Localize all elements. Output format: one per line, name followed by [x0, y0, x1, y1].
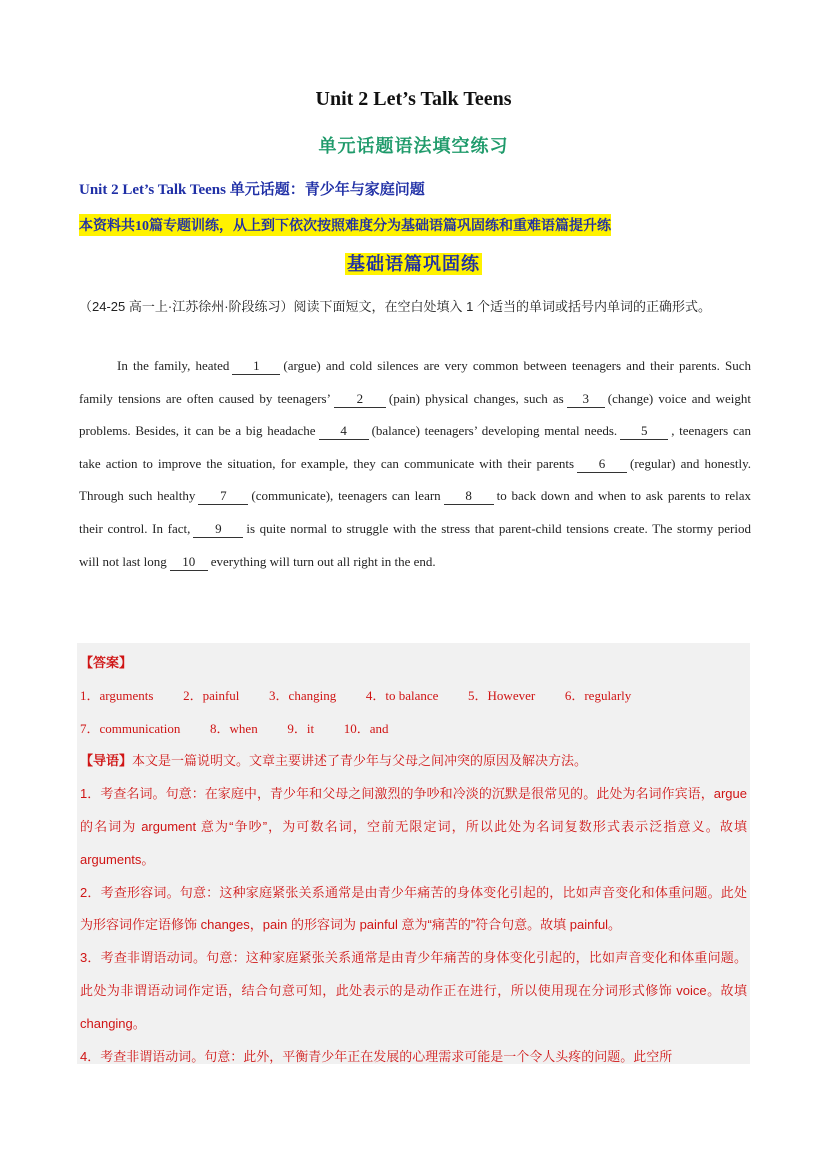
- passage-segment: (change) voice and weight problems. Besides, it can be a big headache: [79, 390, 752, 439]
- blank-9: 9: [193, 521, 243, 538]
- answer-word: communication: [99, 720, 181, 736]
- answer-word: However: [487, 687, 536, 703]
- blank-1: 1: [232, 358, 280, 375]
- answer-explanation-box: [77, 643, 750, 1064]
- blank-3: 3: [567, 391, 605, 408]
- unit-topic-line: Unit 2 Let’s Talk Teens 单元话题：青少年与家庭问题: [79, 182, 425, 198]
- answer-item: [344, 713, 389, 746]
- blank-2: 2: [334, 391, 386, 408]
- answer-word: regularly: [584, 687, 632, 703]
- passage-segment: (balance) teenagers’ developing mental needs.: [371, 423, 618, 439]
- document-title: Unit 2 Let’s Talk Teens: [315, 88, 512, 110]
- answer-row-2: [80, 713, 747, 746]
- answer-word: it: [306, 720, 315, 736]
- passage-segment: is quite normal to struggle with the stress that parent-child tensions create. The stormy period will not last long: [79, 520, 751, 569]
- answer-item: [80, 713, 180, 746]
- answer-item: [210, 713, 258, 746]
- answer-number: 2．: [183, 687, 203, 703]
- answer-label: 【答案】: [80, 655, 133, 670]
- passage-segment: (regular) and honestly. Through such healthy: [79, 455, 752, 504]
- answer-number: 5．: [468, 687, 488, 703]
- answer-item: [183, 680, 239, 713]
- blank-6: 6: [577, 456, 627, 473]
- document-subtitle: 单元话题语法填空练习: [318, 136, 509, 156]
- explanation-3: 3．考查非谓语动词。句意：这种家庭紧张关系通常是由青少年痛苦的身体变化引起的，比如声音变化和体重问题。此处为非谓语动词作定语，结合句意可知，此处表示的是动作正在进行，所以使用现在分词形式修饰 voice。故填 changing。: [80, 950, 747, 1031]
- answer-item: [366, 680, 439, 713]
- answer-number: 6．: [564, 687, 585, 703]
- explanation-2: 2．考查形容词。句意：这种家庭紧张关系通常是由青少年痛苦的身体变化引起的，比如声音变化和体重问题。此处为形容词作定语修饰 changes，pain 的形容词为 painful 意为“痛苦的”符合句意。故填 painful。: [80, 884, 747, 933]
- intro-text: 本文是一篇说明文。文章主要讲述了青少年与父母之间冲突的原因及解决方法。: [132, 753, 588, 769]
- passage-segment: , teenagers can take action to improve the situation, for example, they can communicate with their parents: [79, 423, 751, 471]
- intro-label: 【导语】: [80, 753, 133, 769]
- answer-word: changing: [288, 687, 337, 703]
- answer-item: [269, 680, 336, 713]
- intro-line: [80, 745, 747, 778]
- explanation-4: 4．考查非谓语动词。句意：此外，平衡青少年正在发展的心理需求可能是一个令人头疼的问题。此空所: [80, 1048, 673, 1064]
- answer-row-1: [80, 680, 747, 713]
- blank-10: 10: [170, 554, 208, 571]
- answer-number: 7．: [80, 720, 100, 736]
- cloze-passage: [79, 350, 751, 578]
- answer-word: to balance: [385, 687, 439, 703]
- highlighted-notice: 本资料共10篇专题训练，从上到下依次按照难度分为基础语篇巩固练和重难语篇提升练: [79, 214, 611, 236]
- section-heading: [0, 250, 827, 276]
- answer-item: [468, 680, 535, 713]
- exercise-instruction: （24-25 高一上·江苏徐州·阶段练习）阅读下面短文，在空白处填入 1 个适当的单词或括号内单词的正确形式。: [79, 299, 711, 314]
- answer-number: 9．: [287, 720, 307, 736]
- passage-segment: (communicate), teenagers can learn: [251, 488, 441, 504]
- passage-segment: In the family, heated: [117, 358, 230, 373]
- passage-segment: everything will turn out all right in the end.: [210, 553, 436, 569]
- blank-7: 7: [198, 488, 248, 505]
- passage-segment: (pain) physical changes, such as: [388, 390, 564, 406]
- answer-word: when: [229, 720, 258, 736]
- answer-number: 3．: [269, 687, 289, 703]
- answer-number: 8．: [210, 720, 230, 736]
- answer-item: [80, 680, 153, 713]
- answer-word: and: [369, 720, 389, 736]
- blank-4: 4: [319, 423, 369, 440]
- answer-number: 4．: [365, 687, 386, 703]
- passage-segment: to back down and when to ask parents to relax their control. In fact,: [79, 488, 751, 536]
- answer-item: [565, 680, 631, 713]
- blank-8: 8: [444, 488, 494, 505]
- answer-item: [287, 713, 314, 746]
- passage-segment: (argue) and cold silences are very common between teenagers and their parents. Such family tensions are often caused by teenagers’: [79, 358, 751, 406]
- answer-number: 1．: [80, 687, 100, 703]
- explanation-1: 1．考查名词。句意：在家庭中，青少年和父母之间激烈的争吵和冷淡的沉默是很常见的。此处为名词作宾语，argue 的名词为 argument 意为“争吵”，为可数名词，空前无限定词，所以此处为名词复数形式表示泛指意义。故填 arguments。: [80, 786, 747, 867]
- blank-5: 5: [620, 423, 668, 440]
- section-heading-text: 基础语篇巩固练: [347, 254, 480, 274]
- answer-word: arguments: [99, 687, 154, 703]
- answer-word: painful: [202, 687, 240, 703]
- answer-number: 10．: [343, 720, 370, 736]
